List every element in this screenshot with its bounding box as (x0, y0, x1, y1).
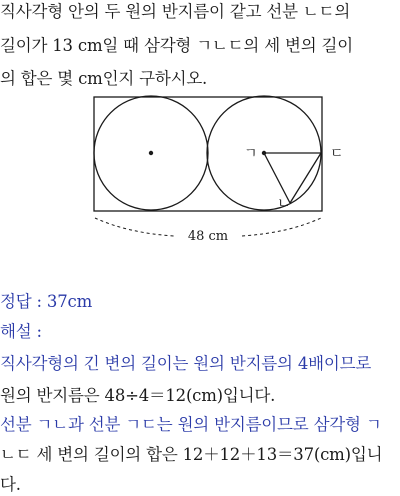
explanation-line-2: 원의 반지름은 48÷4＝12(cm)입니다. (0, 386, 276, 405)
label-n: ㄴ (277, 196, 291, 212)
label-g: ㄱ (244, 146, 258, 162)
answer-line: 정답 : 37cm (0, 292, 93, 311)
explanation-line-1: 직사각형의 긴 변의 길이는 원의 반지름의 4배이므로 (0, 354, 372, 373)
question-line-1: 직사각형 안의 두 원의 반지름이 같고 선분 ㄴㄷ의 (0, 2, 351, 21)
question-line-2: 길이가 13 cm일 때 삼각형 ㄱㄴㄷ의 세 변의 길이 (0, 36, 354, 55)
width-label: 48 cm (187, 229, 229, 244)
dimension-arc-right (242, 218, 321, 236)
explanation-line-4: ㄴㄷ 세 변의 길이의 합은 12＋12＋13＝37(cm)입니 (0, 445, 383, 464)
dimension-arc-left (95, 218, 174, 236)
question-line-3: 의 합은 몇 cm인지 구하시오. (0, 69, 208, 88)
explanation-line-5: 다. (0, 475, 21, 494)
segment-n-d (290, 153, 321, 203)
left-center-dot (149, 151, 153, 155)
explanation-line-3: 선분 ㄱㄴ과 선분 ㄱㄷ는 원의 반지름이므로 삼각형 ㄱ (0, 415, 382, 434)
label-d: ㄷ (330, 146, 344, 162)
explanation-heading: 해설 : (0, 322, 42, 341)
